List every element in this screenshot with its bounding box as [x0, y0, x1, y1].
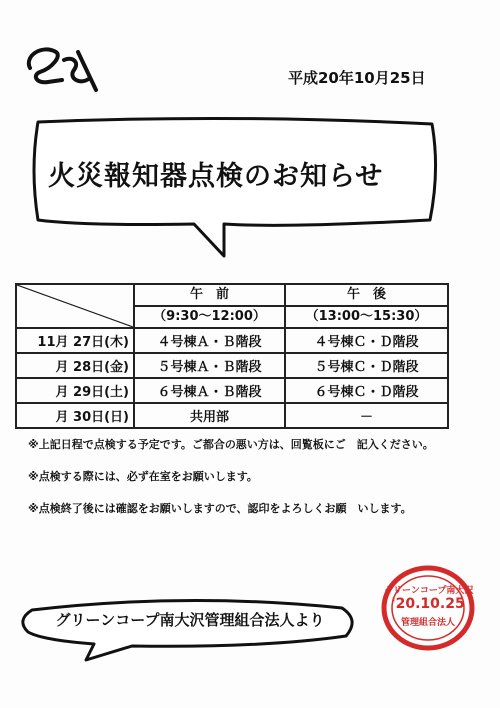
column-time-pm: （13:00～15:30）	[285, 306, 448, 328]
row-pm: ５号棟Ｃ・Ｄ階段	[285, 353, 448, 378]
row-pm: －	[285, 403, 448, 428]
row-day: 月 28日(金)	[16, 353, 134, 378]
row-pm: ４号棟Ｃ・Ｄ階段	[285, 328, 448, 353]
column-header-pm: 午 後	[285, 284, 448, 306]
notes-section	[28, 436, 458, 532]
table-corner-cell	[16, 284, 134, 328]
row-day: 11月 27日(木)	[16, 328, 134, 353]
seal-line-2: '20.10.25	[391, 596, 465, 612]
seal-line-1: グリーンコープ南大沢	[384, 586, 474, 596]
sender-name: グリーンコープ南大沢管理組合法人より	[55, 611, 325, 629]
row-day: 月 29日(土)	[16, 378, 134, 403]
row-am: ６号棟Ａ・Ｂ階段	[134, 378, 285, 403]
row-pm: ６号棟Ｃ・Ｄ階段	[285, 378, 448, 403]
column-header-am: 午 前	[134, 284, 285, 306]
scribble-logo-icon	[22, 38, 102, 98]
row-day: 月 30日(日)	[16, 403, 134, 428]
table-row	[16, 353, 448, 378]
page-title: 火災報知器点検のお知らせ	[48, 161, 384, 192]
note-item: ※点検終了後には確認をお願いしますので、認印をよろしくお願 いします。	[28, 502, 412, 515]
inspection-schedule-table	[15, 283, 449, 429]
note-item: ※点検する際には、必ず在室をお願いします。	[28, 470, 258, 483]
table-row	[16, 328, 448, 353]
table-row	[16, 378, 448, 403]
table-row	[16, 403, 448, 428]
note-item: ※上記日程で点検する予定です。ご都合の悪い方は、回覧板にご 記入ください。	[28, 438, 434, 451]
row-am: 共用部	[134, 403, 285, 428]
column-time-am: （9:30～12:00）	[134, 306, 285, 328]
issue-date: 平成20年10月25日	[288, 69, 426, 87]
row-am: ４号棟Ａ・Ｂ階段	[134, 328, 285, 353]
seal-line-3: 管理組合法人	[400, 618, 455, 628]
row-am: ５号棟Ａ・Ｂ階段	[134, 353, 285, 378]
